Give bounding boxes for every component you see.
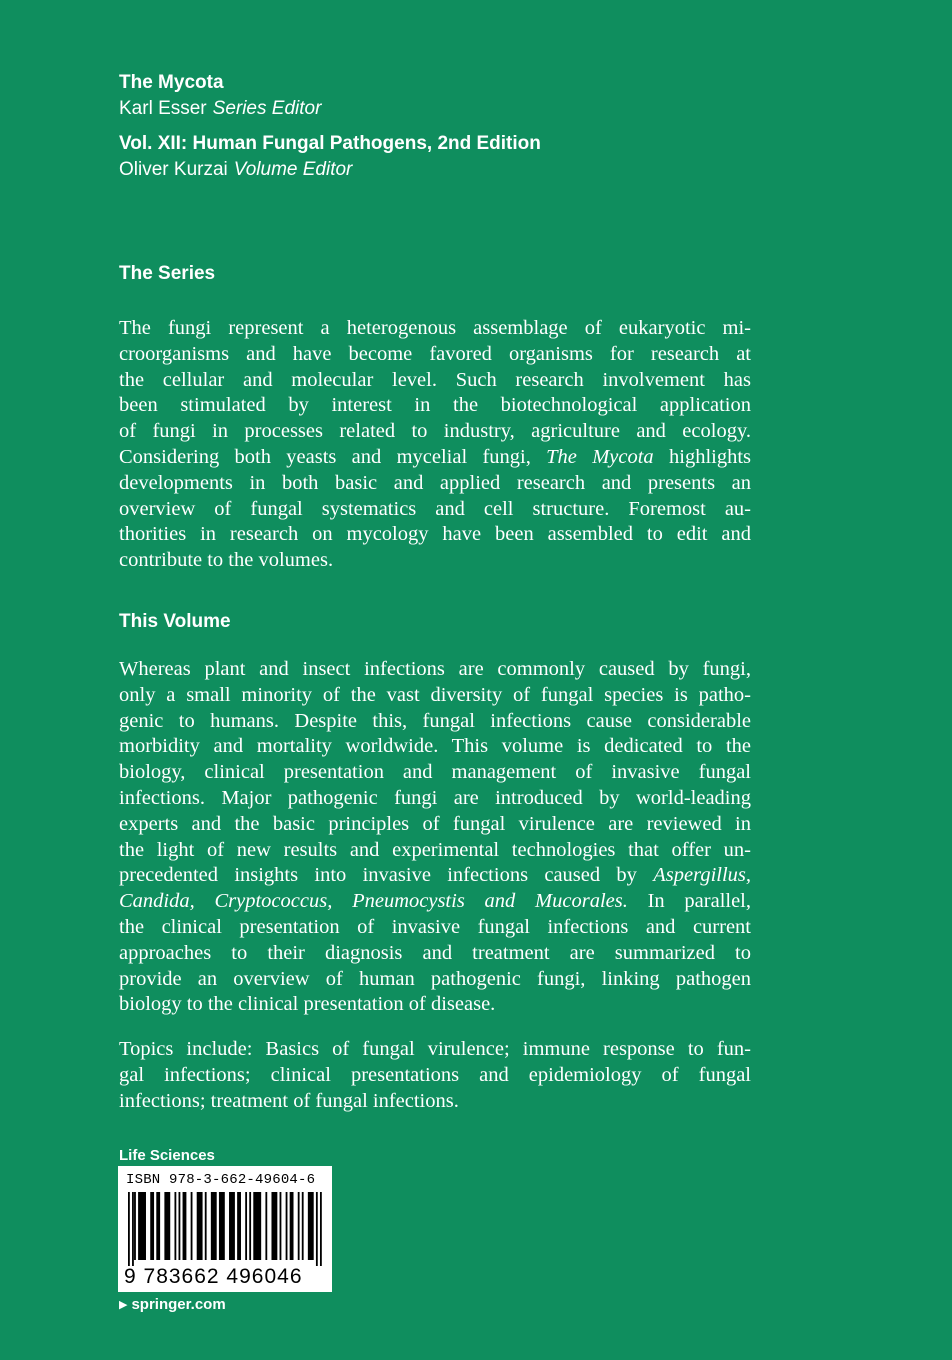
text-line: infections; treatment of fungal infections.: [119, 1089, 459, 1112]
text-line: precedented insights into invasive infections caused by Aspergillus,: [119, 864, 752, 887]
text-line: developments in both basic and applied research and presents an: [119, 471, 751, 494]
barcode-bar: [298, 1192, 300, 1260]
barcode-bar: [302, 1192, 304, 1260]
text-line: provide an overview of human pathogenic fungi, linking pathogen: [119, 967, 751, 990]
barcode-bar: [245, 1192, 247, 1260]
text-line: thorities in research on mycology have been assembled to edit and: [119, 523, 751, 546]
barcode-bar: [164, 1192, 170, 1260]
barcode-bar: [253, 1192, 261, 1260]
text-line: only a small minority of the vast diversity of fungal species is patho-: [119, 683, 751, 706]
barcode-bar: [219, 1192, 225, 1260]
website-text: springer.com: [131, 1296, 226, 1313]
text-line: croorganisms and have become favored organisms for research at: [119, 342, 751, 365]
volume-paragraph: [119, 657, 751, 1018]
series-heading: The Series: [119, 263, 216, 284]
text-line: been stimulated by interest in the biotechnological application: [119, 394, 751, 417]
text-line: experts and the basic principles of fungal virulence are reviewed in: [119, 812, 751, 835]
volume-editor-line: [119, 157, 879, 183]
text-line: Whereas plant and insect infections are commonly caused by fungi,: [119, 658, 751, 680]
barcode-bar: [191, 1192, 193, 1260]
topics-paragraph: [119, 1037, 751, 1114]
barcode-bar: [179, 1192, 181, 1260]
text-line: biology, clinical presentation and management of invasive fungal: [119, 761, 751, 784]
text-line: biology to the clinical presentation of disease.: [119, 993, 496, 1016]
barcode-bar: [174, 1192, 176, 1260]
text-line: genic to humans. Despite this, fungal infections cause considerable: [119, 709, 751, 732]
barcode-bar: [211, 1192, 217, 1260]
barcode-bar: [229, 1192, 235, 1260]
text-line: of fungi in processes related to industry, agriculture and ecology.: [119, 420, 751, 443]
barcode-bar: [150, 1192, 154, 1260]
barcode-bar: [205, 1192, 207, 1260]
text-line: overview of fungal systematics and cell structure. Foremost au-: [119, 497, 751, 520]
text-line: Candida, Cryptococcus, Pneumocystis and Mucorales. In parallel,: [119, 890, 752, 913]
series-title: The Mycota: [119, 72, 224, 93]
barcode-bar: [249, 1192, 251, 1260]
category-label: Life Sciences: [119, 1147, 215, 1164]
barcode-bar: [308, 1192, 314, 1260]
barcode-bar: [128, 1192, 130, 1266]
series-editor-name: Karl Esser: [119, 98, 207, 119]
volume-heading: This Volume: [119, 611, 231, 632]
barcode-bar: [290, 1192, 294, 1260]
volume-title: Vol. XII: Human Fungal Pathogens, 2nd Edition: [119, 133, 541, 154]
barcode-bar: [197, 1192, 203, 1260]
series-paragraph: [119, 316, 751, 574]
barcode-bar: [156, 1192, 160, 1260]
barcode-bars: [128, 1192, 324, 1266]
barcode-bar: [316, 1192, 318, 1266]
volume-editor-role: Volume Editor: [233, 159, 353, 180]
barcode-digits: 9 783662 496046: [124, 1265, 303, 1288]
barcode-bar: [134, 1192, 136, 1260]
genus-italic: Aspergillus,: [653, 864, 752, 887]
text-line: morbidity and mortality worldwide. This volume is dedicated to the: [119, 735, 751, 758]
text-line: infections. Major pathogenic fungi are introduced by world-leading: [119, 786, 751, 809]
barcode-bar: [132, 1192, 134, 1266]
volume-editor-name: Oliver Kurzai: [119, 159, 228, 180]
barcode-bar: [271, 1192, 277, 1260]
text-line: approaches to their diagnosis and treatment are summarized to: [119, 941, 751, 964]
text-line: Considering both yeasts and mycelial fungi, The Mycota highlights: [119, 445, 752, 468]
triangle-right-icon: ▶: [119, 1299, 128, 1311]
barcode-bar: [265, 1192, 267, 1260]
website-link[interactable]: [119, 1295, 226, 1316]
text-line: The fungi represent a heterogenous assemblage of eukaryotic mi-: [119, 317, 751, 339]
isbn-text: ISBN 978-3-662-49604-6: [126, 1172, 316, 1188]
text-line: the clinical presentation of invasive fungal infections and current: [119, 915, 751, 938]
barcode-bar: [320, 1192, 322, 1266]
header: [119, 70, 879, 183]
isbn-barcode: [118, 1166, 332, 1292]
genus-list-italic: Candida, Cryptococcus, Pneumocystis and Mucorales.: [119, 890, 628, 913]
barcode-bar: [183, 1192, 187, 1260]
series-editor-line: [119, 96, 879, 122]
text-line: contribute to the volumes.: [119, 549, 334, 572]
text-line: the cellular and molecular level. Such research involvement has: [119, 368, 751, 391]
barcode-bar: [286, 1192, 288, 1260]
text-line: Topics include: Basics of fungal virulence; immune response to fun-: [119, 1038, 751, 1060]
text-line: gal infections; clinical presentations and epidemiology of fungal: [119, 1063, 751, 1086]
series-name-italic: The Mycota: [546, 445, 654, 468]
barcode-bar: [280, 1192, 282, 1260]
barcode-bar: [237, 1192, 241, 1260]
barcode-bar: [138, 1192, 146, 1260]
series-editor-role: Series Editor: [212, 98, 322, 119]
text-line: the light of new results and experimental technologies that offer un-: [119, 838, 751, 861]
